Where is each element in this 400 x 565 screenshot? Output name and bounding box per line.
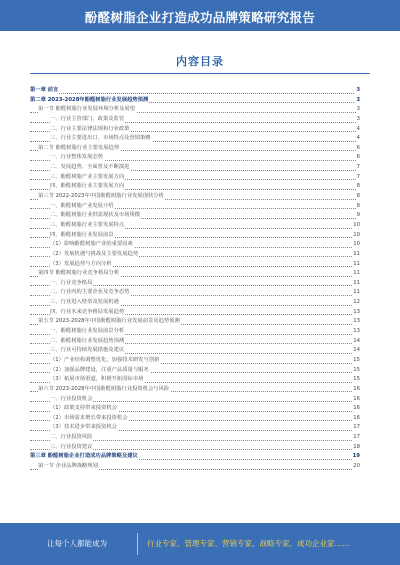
toc-entry-title: 三、行业投资建议 <box>50 443 93 453</box>
toc-entry[interactable] <box>30 298 360 308</box>
toc-entry-page: 15 <box>352 356 360 366</box>
toc-entry[interactable] <box>30 260 360 270</box>
toc-entry-title: 第一章 前言 <box>30 86 59 96</box>
toc-entry-title: 第三节 2022-2023年中国酚醛树脂行业发展现状分析 <box>38 192 165 202</box>
toc-entry[interactable] <box>30 317 360 327</box>
toc-entry-title: （1）政策支持带来投资机会 <box>50 404 118 414</box>
toc-entry[interactable] <box>30 231 360 241</box>
toc-entry-page: 9 <box>356 211 360 221</box>
toc-entry[interactable] <box>30 240 360 250</box>
toc-entry-title: （2）市场需求增长带来投资机会 <box>50 414 129 424</box>
toc-entry-title: 第六节 2023-2028年中国酚醛树脂行业投资机会与风险 <box>38 385 170 395</box>
toc-entry-title: （2）加强品牌建设，注重产品质量与服务 <box>50 366 150 376</box>
toc-entry[interactable] <box>30 395 360 405</box>
toc-entry[interactable] <box>30 356 360 366</box>
heading-divider <box>30 73 370 74</box>
toc-entry-title: 一、行业竞争格局 <box>50 279 93 289</box>
footer-slogan: 让每个人都能成为 <box>47 539 107 548</box>
toc-entry-title: 三、行业主要进出口、市场特点及营销策略 <box>50 134 152 144</box>
toc-entry-page: 10 <box>352 221 360 231</box>
toc-entry-page: 13 <box>352 327 360 337</box>
toc-entry-title: 二、行业主要法律法规和行业政策 <box>50 125 130 135</box>
toc-entry-page: 12 <box>352 298 360 308</box>
toc-entry-title: 二、行业投资风险 <box>50 433 93 443</box>
toc-entry-page: 7 <box>356 163 360 173</box>
toc-entry[interactable] <box>30 105 360 115</box>
toc-entry[interactable] <box>30 153 360 163</box>
toc-entry[interactable] <box>30 211 360 221</box>
toc-entry-page: 3 <box>356 115 360 125</box>
toc-entry-title: 三、行业进入壁垒及发展机遇 <box>50 298 120 308</box>
toc-entry-page: 6 <box>356 144 360 154</box>
toc-entry-title: 三、酚醛树脂行业主要发展特点 <box>50 221 125 231</box>
toc-entry-page: 3 <box>356 105 360 115</box>
toc-entry-title: 第二节 酚醛树脂行业主要发展趋势 <box>38 144 120 154</box>
toc-entry[interactable] <box>30 269 360 279</box>
toc-entry-page: 8 <box>356 192 360 202</box>
table-of-contents <box>30 86 360 472</box>
toc-entry-title: 四、行业未来竞争格局发展趋势 <box>50 308 125 318</box>
toc-entry-page: 11 <box>352 250 360 260</box>
toc-entry-title: 一、行业整体发展态势 <box>50 153 104 163</box>
toc-entry[interactable] <box>30 192 360 202</box>
toc-entry[interactable] <box>30 279 360 289</box>
toc-entry-page: 11 <box>352 269 360 279</box>
toc-entry-title: 二、行业内的主要企业及竞争态势 <box>50 288 130 298</box>
toc-entry[interactable] <box>30 144 360 154</box>
toc-entry-title: 二、酚醛树脂行业供需现状及市场规模 <box>50 211 141 221</box>
toc-entry[interactable] <box>30 337 360 347</box>
toc-entry-title: （1）影响酚醛树脂产业的重要因素 <box>50 240 134 250</box>
toc-entry[interactable] <box>30 404 360 414</box>
toc-entry-page: 7 <box>356 173 360 183</box>
toc-entry-title: 一、酚醛树脂产业发展介绍 <box>50 202 115 212</box>
toc-entry-page: 8 <box>356 182 360 192</box>
toc-entry[interactable] <box>30 308 360 318</box>
toc-entry-title: （3）发展趋势与方向分析 <box>50 260 113 270</box>
toc-entry[interactable] <box>30 250 360 260</box>
toc-entry-page: 16 <box>352 395 360 405</box>
toc-entry-title: 第二章 2023-2028年酚醛树脂行业发展趋势预测 <box>30 96 149 106</box>
toc-entry-page: 18 <box>352 443 360 453</box>
toc-entry[interactable] <box>30 86 360 96</box>
toc-entry-title: （2）发展机遇与挑战及主要发展趋势 <box>50 250 139 260</box>
toc-entry[interactable] <box>30 134 360 144</box>
toc-entry[interactable] <box>30 202 360 212</box>
toc-entry-title: 一、行业主管部门、政策及监管 <box>50 115 125 125</box>
toc-entry-page: 15 <box>352 366 360 376</box>
toc-entry-page: 11 <box>352 288 360 298</box>
toc-entry-title: 二、酚醛树脂行业发展趋势预测 <box>50 337 125 347</box>
toc-entry-title: 三、行业可持续发展措施及建议 <box>50 346 125 356</box>
toc-entry-page: 10 <box>352 231 360 241</box>
toc-entry-page: 14 <box>352 337 360 347</box>
toc-entry[interactable] <box>30 173 360 183</box>
toc-entry-page: 4 <box>356 125 360 135</box>
toc-entry-page: 14 <box>352 346 360 356</box>
toc-entry-title: （1）产业结构调整优化，加强技术研发与创新 <box>50 356 160 366</box>
toc-entry-title: 第五节 2023-2028年中国酚醛树脂行业发展前景及趋势预测 <box>38 317 181 327</box>
toc-entry-title: 一、酚醛树脂行业发展前景分析 <box>50 327 125 337</box>
toc-entry[interactable] <box>30 423 360 433</box>
toc-entry-page: 16 <box>352 385 360 395</box>
toc-entry-page: 3 <box>355 86 360 96</box>
toc-entry-page: 13 <box>352 317 360 327</box>
toc-entry-page: 4 <box>356 134 360 144</box>
toc-entry-page: 6 <box>356 153 360 163</box>
toc-entry[interactable] <box>30 221 360 231</box>
toc-entry-title: 一、行业投资机会 <box>50 395 93 405</box>
toc-entry[interactable] <box>30 462 360 472</box>
toc-entry-page: 13 <box>352 308 360 318</box>
toc-entry-title: 第一节 酚醛树脂行业发展环境分析及展望 <box>38 105 136 115</box>
toc-entry[interactable] <box>30 125 360 135</box>
toc-entry[interactable] <box>30 452 360 462</box>
toc-entry-page: 17 <box>352 423 360 433</box>
toc-entry-title: 第三章 酚醛树脂企业打造成功品牌策略及建议 <box>30 452 139 462</box>
toc-entry[interactable] <box>30 182 360 192</box>
report-header-bar <box>0 0 400 31</box>
footer-bar <box>0 523 400 565</box>
toc-entry[interactable] <box>30 346 360 356</box>
toc-entry[interactable] <box>30 327 360 337</box>
toc-entry[interactable] <box>30 288 360 298</box>
toc-entry-title: 四、酚醛树脂行业主要发展方向 <box>50 182 125 192</box>
toc-entry[interactable] <box>30 96 360 106</box>
toc-heading: 内容目录 <box>176 55 224 68</box>
toc-entry-title: （3）拓展市场渠道，积极开拓国际市场 <box>50 375 144 385</box>
toc-entry-page: 20 <box>352 462 360 472</box>
toc-entry[interactable] <box>30 163 360 173</box>
toc-entry-page: 11 <box>352 260 360 270</box>
toc-entry-page: 10 <box>352 240 360 250</box>
toc-entry-page: 16 <box>352 404 360 414</box>
toc-entry-title: 第四节 酚醛树脂行业竞争格局分析 <box>38 269 120 279</box>
toc-entry[interactable] <box>30 414 360 424</box>
toc-entry[interactable] <box>30 366 360 376</box>
toc-entry-page: 15 <box>352 375 360 385</box>
toc-entry[interactable] <box>30 115 360 125</box>
toc-entry-page: 17 <box>352 433 360 443</box>
toc-entry-page: 16 <box>352 414 360 424</box>
footer-divider <box>137 533 138 555</box>
toc-entry-title: （3）技术进步带来投资机会 <box>50 423 118 433</box>
toc-entry-page: 3 <box>355 96 360 106</box>
leader-dots <box>30 93 360 94</box>
footer-tagline: 行业专家、管理专家、营销专家、战略专家、成功企业家…… <box>147 539 350 548</box>
toc-entry-title: 第一节 企业品牌战略规划 <box>38 462 99 472</box>
toc-entry-title: 三、酚醛树脂产业主要发展方向 <box>50 173 125 183</box>
report-title: 酚醛树脂企业打造成功品牌策略研究报告 <box>84 10 316 25</box>
toc-entry-page: 8 <box>356 202 360 212</box>
toc-entry[interactable] <box>30 375 360 385</box>
toc-entry[interactable] <box>30 443 360 453</box>
toc-entry[interactable] <box>30 433 360 443</box>
toc-entry-page: 11 <box>352 279 360 289</box>
toc-entry-page: 19 <box>352 452 360 462</box>
toc-entry-title: 四、酚醛树脂行业发展前景 <box>50 231 115 241</box>
toc-entry-title: 二、发展趋势、全面普及不断演进 <box>50 163 130 173</box>
toc-entry[interactable] <box>30 385 360 395</box>
